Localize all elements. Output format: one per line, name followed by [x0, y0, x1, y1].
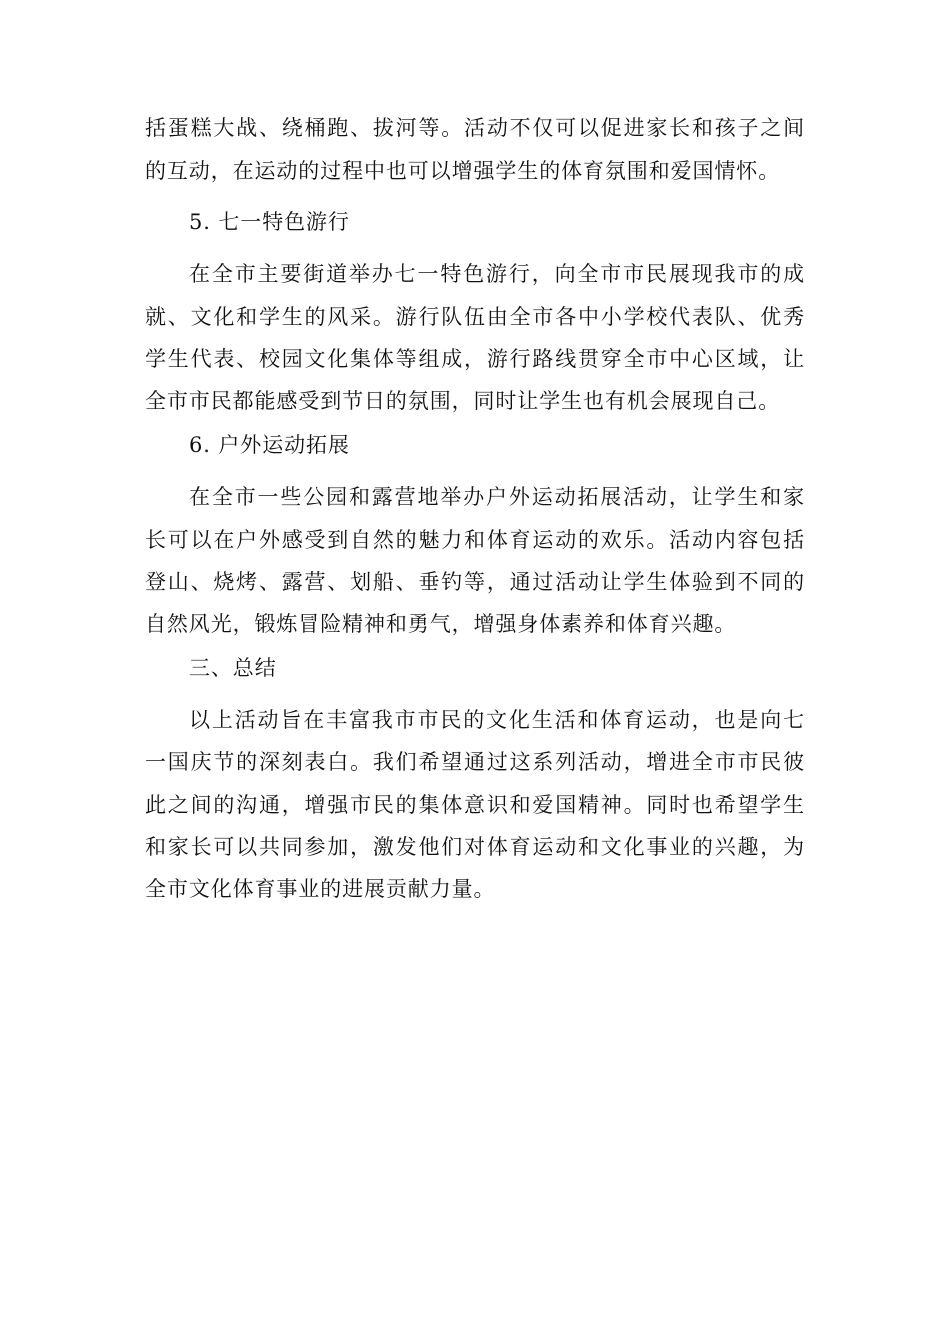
section-heading: 6. 户外运动拓展 [189, 433, 350, 457]
paragraph-line: 的互动，在运动的过程中也可以增强学生的体育氛围和爱国情怀。 [145, 159, 781, 183]
paragraph-line: 以上活动旨在丰富我市市民的文化生活和体育运动，也是向七 [189, 708, 805, 732]
paragraph-line: 就、文化和学生的风采。游行队伍由全市各中小学校代表队、优秀 [145, 305, 805, 329]
paragraph-line: 长可以在户外感受到自然的魅力和体育运动的欢乐。活动内容包括 [145, 528, 805, 552]
paragraph-line: 此之间的沟通，增强市民的集体意识和爱国精神。同时也希望学生 [145, 793, 805, 817]
paragraph-line: 一国庆节的深刻表白。我们希望通过这系列活动，增进全市市民彼 [145, 750, 805, 774]
paragraph-line: 全市文化体育事业的进展贡献力量。 [145, 877, 496, 901]
paragraph-line: 在全市一些公园和露营地举办户外运动拓展活动，让学生和家 [189, 485, 805, 509]
paragraph-line: 全市市民都能感受到节日的氛围，同时让学生也有机会展现自己。 [145, 389, 781, 413]
paragraph-line: 和家长可以共同参加，激发他们对体育运动和文化事业的兴趣，为 [145, 835, 805, 859]
paragraph-line: 在全市主要街道举办七一特色游行，向全市市民展现我市的成 [189, 262, 805, 286]
section-heading: 5. 七一特色游行 [189, 210, 350, 234]
section-heading: 三、总结 [189, 656, 277, 680]
paragraph-line: 括蛋糕大战、绕桶跑、拔河等。活动不仅可以促进家长和孩子之间 [145, 116, 805, 140]
paragraph-line: 学生代表、校园文化集体等组成，游行路线贯穿全市中心区域，让 [145, 347, 805, 371]
paragraph-line: 自然风光，锻炼冒险精神和勇气，增强身体素养和体育兴趣。 [145, 612, 737, 636]
paragraph-line: 登山、烧烤、露营、划船、垂钓等，通过活动让学生体验到不同的 [145, 570, 805, 594]
